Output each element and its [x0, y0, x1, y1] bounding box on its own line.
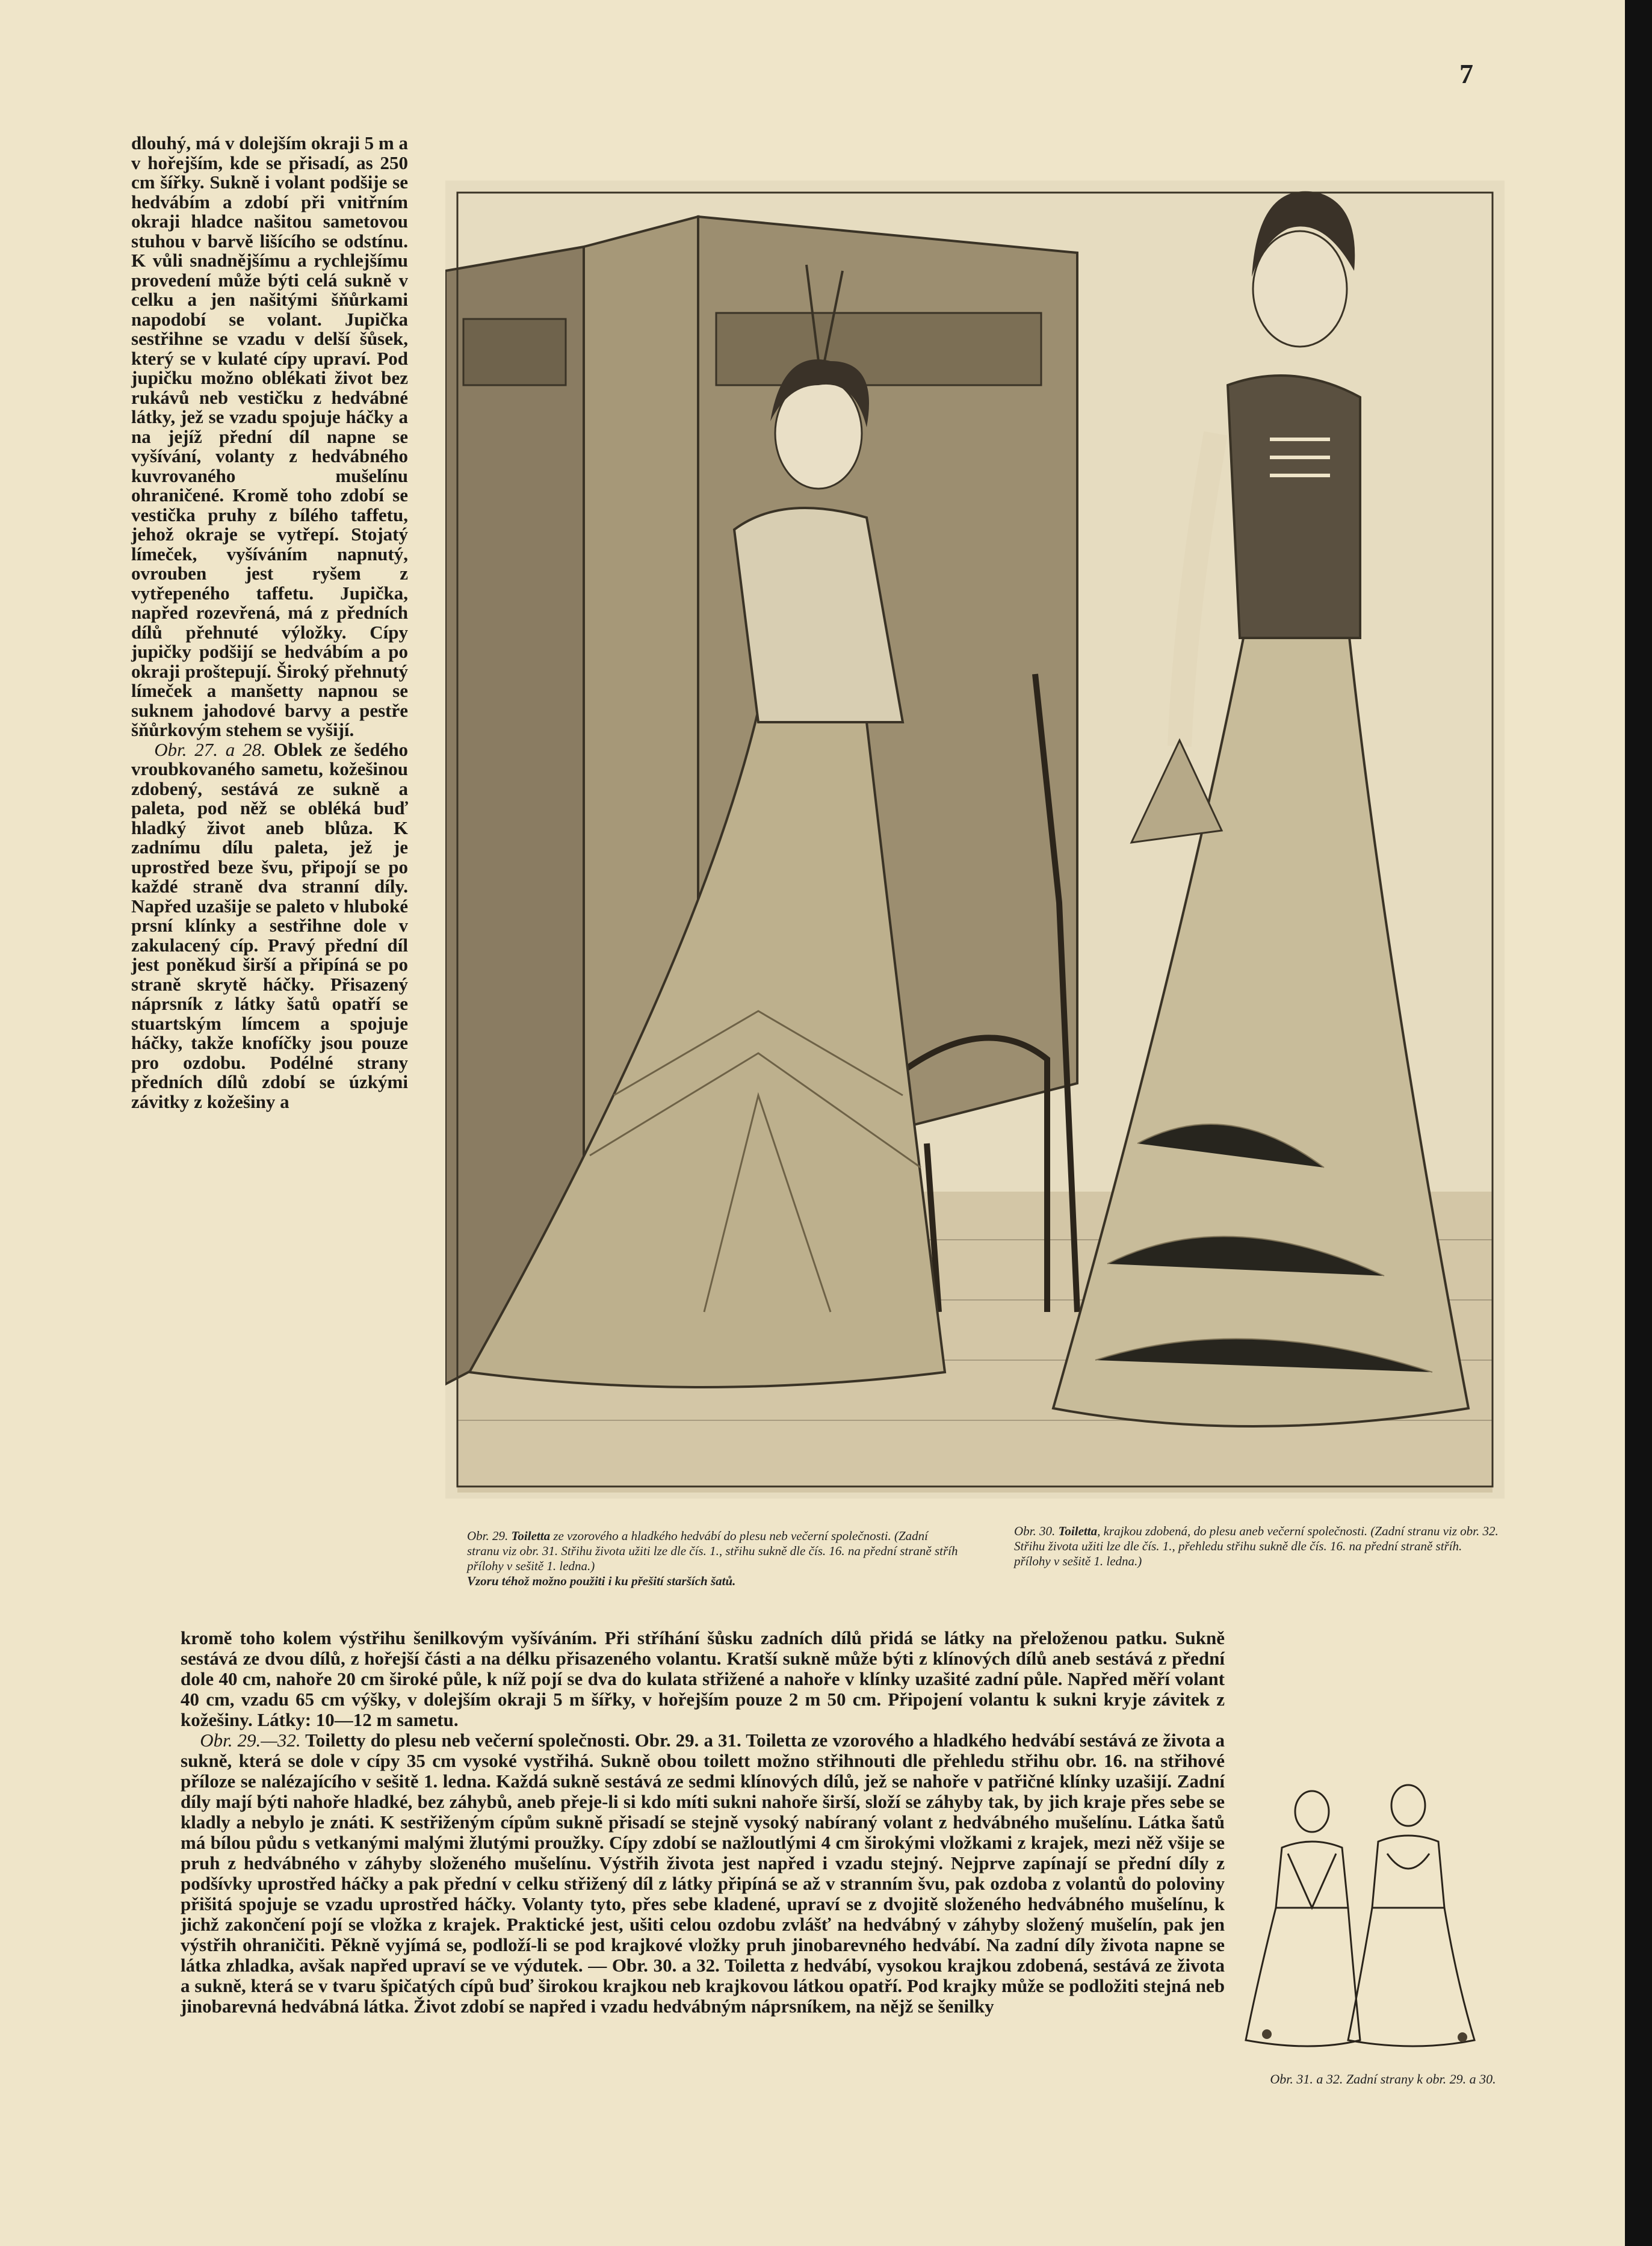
- caption-fig29: Obr. 29. Toiletta ze vzorového a hladkého hedvábí do plesu neb večerní společnosti. (Zadní stranu viz obr. 31. Střihu života užiti lze dle čís. 1., střihu sukně dle čís. 16. na přední straně stříh přílohy v sešitě 1. ledna.) Vzoru téhož možno použiti i ku přešití starších šatů.: [467, 1529, 958, 1588]
- back-view-illustration: [1240, 1769, 1480, 2058]
- paragraph: kromě toho kolem výstřihu šenilkovým vyšíváním. Při stříhání šůsku zadních dílů přidá se látky na přeloženou patku. Sukně sestává ze dvou dílů, z hořejší části a na délku přisazeného volantu. Kratší sukně může býti z klínových dílů aneb sestává z přední dole 40 cm, nahoře 20 cm široké půle, k níž pojí se dva do kulata střižené a nahoře v klínky uzašité zadní půle. Napřed měří volant 40 cm, vzadu 65 cm výšky, v dolejším okraji 5 m šířky, v hořejším pouze 2 m 50 cm. Připojení volantu k sukni kryje závitek z kožešiny. Látky: 10—12 m sametu.: [181, 1627, 1225, 1730]
- page-number: 7: [1459, 58, 1473, 89]
- body-text: [181, 1628, 1225, 2017]
- paragraph: dlouhý, má v dolejším okraji 5 m a v hořejším, kde se přisadí, as 250 cm šířky. Sukně i volant podšije se hedvábím a zdobí při vnitřním okraji hladce našitou sametovou stuhou v barvě lišícího se odstínu. K vůli snadnějšímu a rychlejšímu provedení může býti celá sukně v celku a jen našitými šňůrkami napodobí se volant. Jupička sestřihne se vzadu v delší šůsek, který se v kulaté cípy upraví. Pod jupičku možno oblékati život bez rukávů neb vestičku z hedvábné látky, jež se vzadu spojuje háčky a na jejíž přední díl napne se vyšívání, volanty z hedvábného kuvrovaného mušelínu ohraničené. Kromě toho zdobí se vestička pruhy z bílého taffetu, jehož okraje se vytřepí. Stojatý límeček, vyšíváním napnutý, ovrouben jest ryšem z vytřepeného taffetu. Jupička, napřed rozevřená, má z předních dílů přehnuté výložky. Cípy jupičky podšijí se hedvábím a po okraji proštepují. Široký přehnutý límeček a manšetty napnou se suknem jahodové barvy a pestře šňůrkovým stehem se vyšijí.: [131, 132, 408, 740]
- scan-edge: [1625, 0, 1652, 2246]
- caption-fig30: Obr. 30. Toiletta, krajkou zdobená, do plesu aneb večerní společnosti. (Zadní stranu viz obr. 32. Střihu života užiti lze dle čís. 1., přehledu střihu sukně dle čís. 16. na přední straně stříh. přílohy v sešitě 1. ledna.): [1014, 1524, 1499, 1568]
- caption-fig31: Obr. 31. a 32. Zadní strany k obr. 29. a 30.: [1270, 2071, 1496, 2087]
- paragraph: Obr. 27. a 28. Oblek ze šedého vroubkovaného sametu, kožešinou zdobený, sestává ze sukně a paleta, pod něž se obléká buď hladký život aneb blůza. K zadnímu dílu paleta, jež je uprostřed beze švu, připojí se po každé straně dva stranní díly. Napřed uzašije se paleto v hluboké prsní klínky a sestřihne dole v zakulacený cíp. Pravý přední díl jest poněkud širší a připíná se po straně skrytě háčky. Přisazený náprsník z látky šatů opatří se stuartským límcem a spojuje háčky, takže knofíčky jsou pouze pro ozdobu. Podélné strany předních dílů zdobí se úzkými závitky z kožešiny a: [131, 738, 409, 1112]
- left-column-text: [131, 134, 408, 1112]
- caption-note: Vzoru téhož možno použiti i ku přešití starších šatů.: [467, 1574, 736, 1588]
- fashion-illustration: [445, 181, 1505, 1499]
- paragraph: Obr. 29.—32. Toiletty do plesu neb večerní společnosti. Obr. 29. a 31. Toiletta ze vzorového a hladkého hedvábí sestává ze života a sukně, která se dole v cípy 35 cm vysoké vystřihá. Sukně obou toilett možno střihnouti dle přehledu střihu obr. 16. na střihové příloze se nalézajícího v sešitě 1. ledna. Každá sukně sestává ze sedmi klínových dílů, jež se nahoře v patřičné klínky uzašijí. Zadní díly mají býti nahoře hladké, bez záhybů, aneb přeje-li si kdo míti sukni nahoře širší, složí se záhyby tak, by jich kraje přes sebe se kladly a nebylo je znáti. K sestřiženým cípům sukně přisadí se stejně vysoký nabíraný volant z hedvábného mušelínu. Látka šatů má bílou půdu s vetkanými malými žlutými proužky. Cípy zdobí se nažloutlými 4 cm širokými vložkami z krajek, mezi něž všije se pruh z hedvábného v záhyby složeného mušelínu. Výstřih života jest napřed i vzadu stejný. Nejprve zapínají se přední díly z podšívky uprostřed háčky a pak přední v celku střižený díl z látky připíná se až v stranním švu, pak ozdoba z volantů do poloviny přišitá spojuje se vzadu uprostřed háčky. Volanty tyto, přes sebe kladené, upraví se z dvojitě složeného hedvábného mušelínu, k jichž zakončení pojí se vložka z krajek. Praktické jest, ušiti celou ozdobu zvlášť na hedvábný v záhyby složený mušelín, pak jen výstřih ohraničiti. Pěkně vyjímá se, podloží-li se pod krajkové vložky pruh jinobarevného hedvábí. Na zadní díly života napne se látka zhladka, avšak napřed upraví se ve výdutek. — Obr. 30. a 32. Toiletta z hedvábí, vysokou krajkou zdobená, sestává ze života a sukně, která se v tvaru špičatých cípů buď širokou krajkou neb krajkovou látkou opatří. Pod krajky může se podložiti stejná neb jinobarevná hedvábná látka. Život zdobí se napřed i vzadu hedvábným náprsníkem, na nějž se šenilky: [181, 1730, 1225, 2017]
